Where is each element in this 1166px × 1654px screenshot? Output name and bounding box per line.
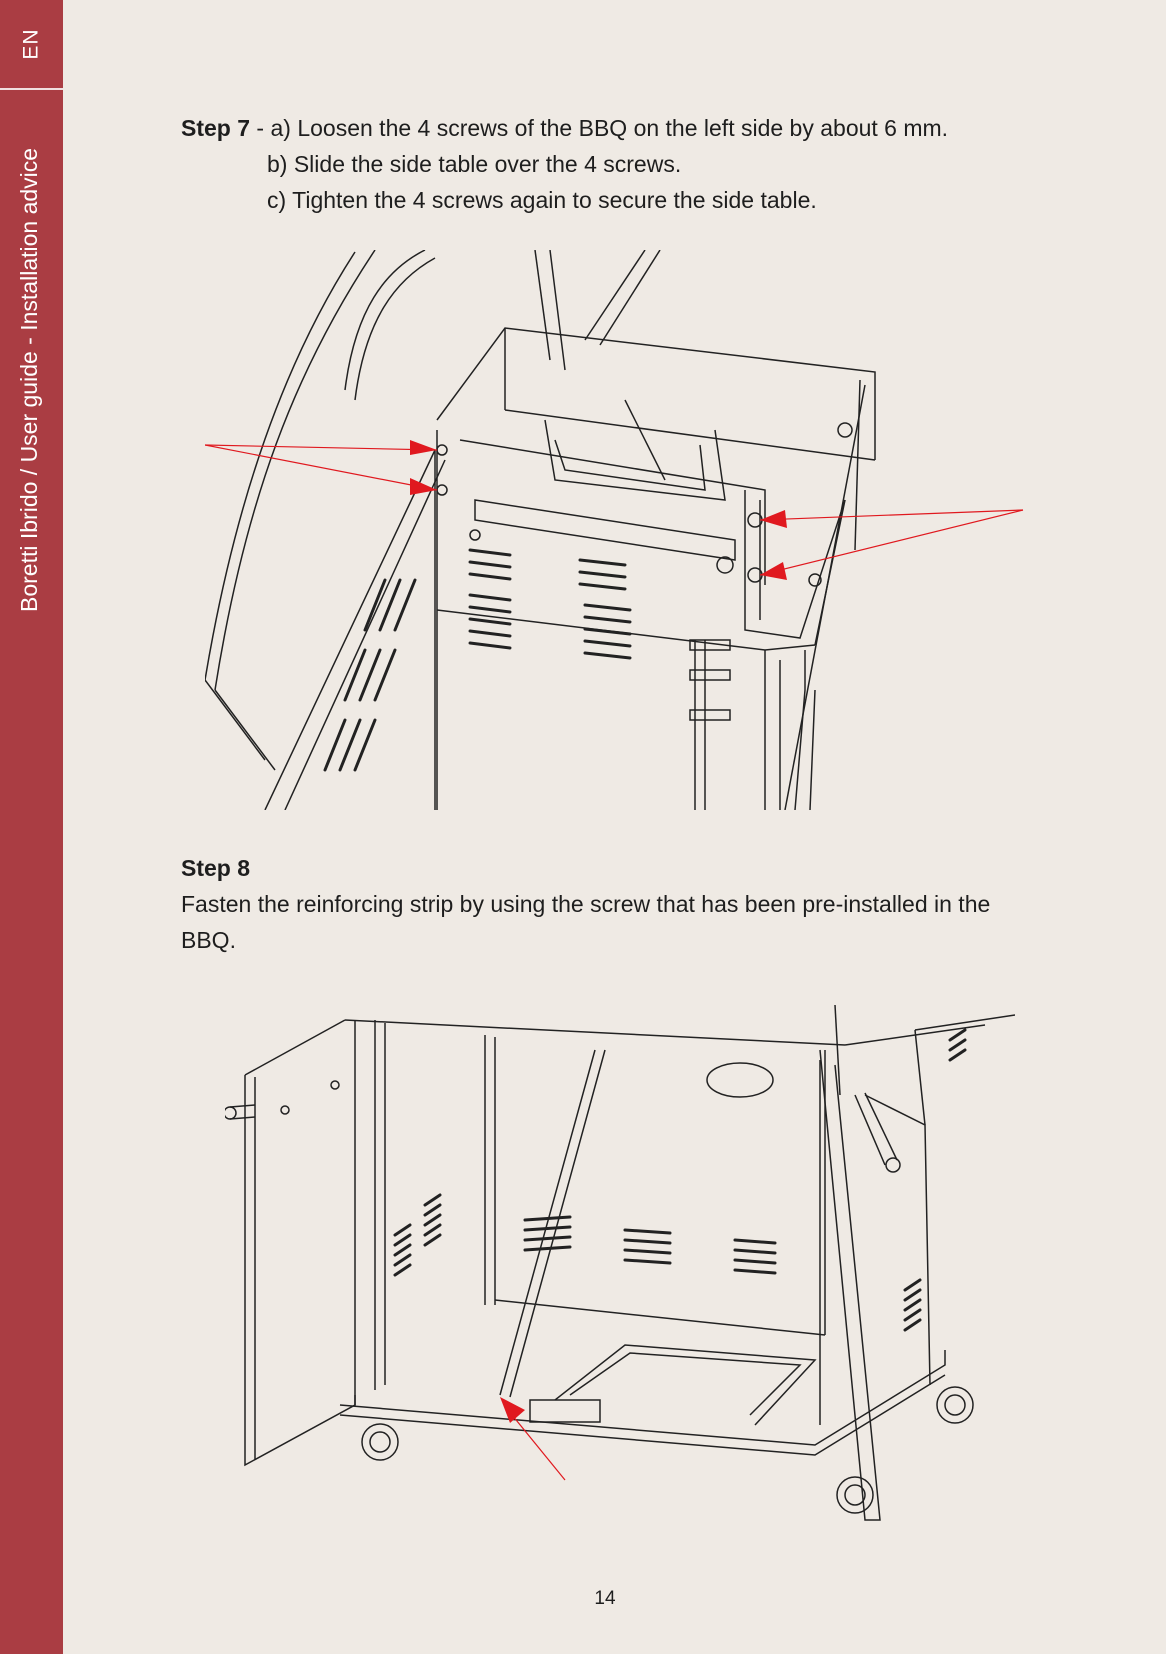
sidebar-divider xyxy=(0,88,63,90)
language-label: EN xyxy=(19,28,43,60)
step-8-label: Step 8 xyxy=(181,855,251,881)
step-8-illustration xyxy=(225,1005,1015,1525)
step-8-instructions xyxy=(181,850,1001,958)
sidebar-title: Boretti Ibrido / User guide - Installation advice xyxy=(16,147,42,612)
step-7-c: c) Tighten the 4 screws again to secure the side table. xyxy=(267,187,817,213)
step-7-line-a xyxy=(181,110,948,146)
step-7-a: a) Loosen the 4 screws of the BBQ on the left side by about 6 mm. xyxy=(270,115,949,141)
step-7-instructions xyxy=(181,110,948,218)
step-7-illustration xyxy=(205,250,1035,810)
step-7-separator: - xyxy=(250,115,271,141)
sidebar xyxy=(0,0,63,1654)
language-tab xyxy=(0,0,63,88)
step-8-text: Fasten the reinforcing strip by using the screw that has been pre-installed in the BBQ. xyxy=(181,891,991,953)
step-7-label: Step 7 xyxy=(181,115,251,141)
step-7-b: b) Slide the side table over the 4 screws. xyxy=(267,151,682,177)
page-number: 14 xyxy=(594,1588,616,1609)
